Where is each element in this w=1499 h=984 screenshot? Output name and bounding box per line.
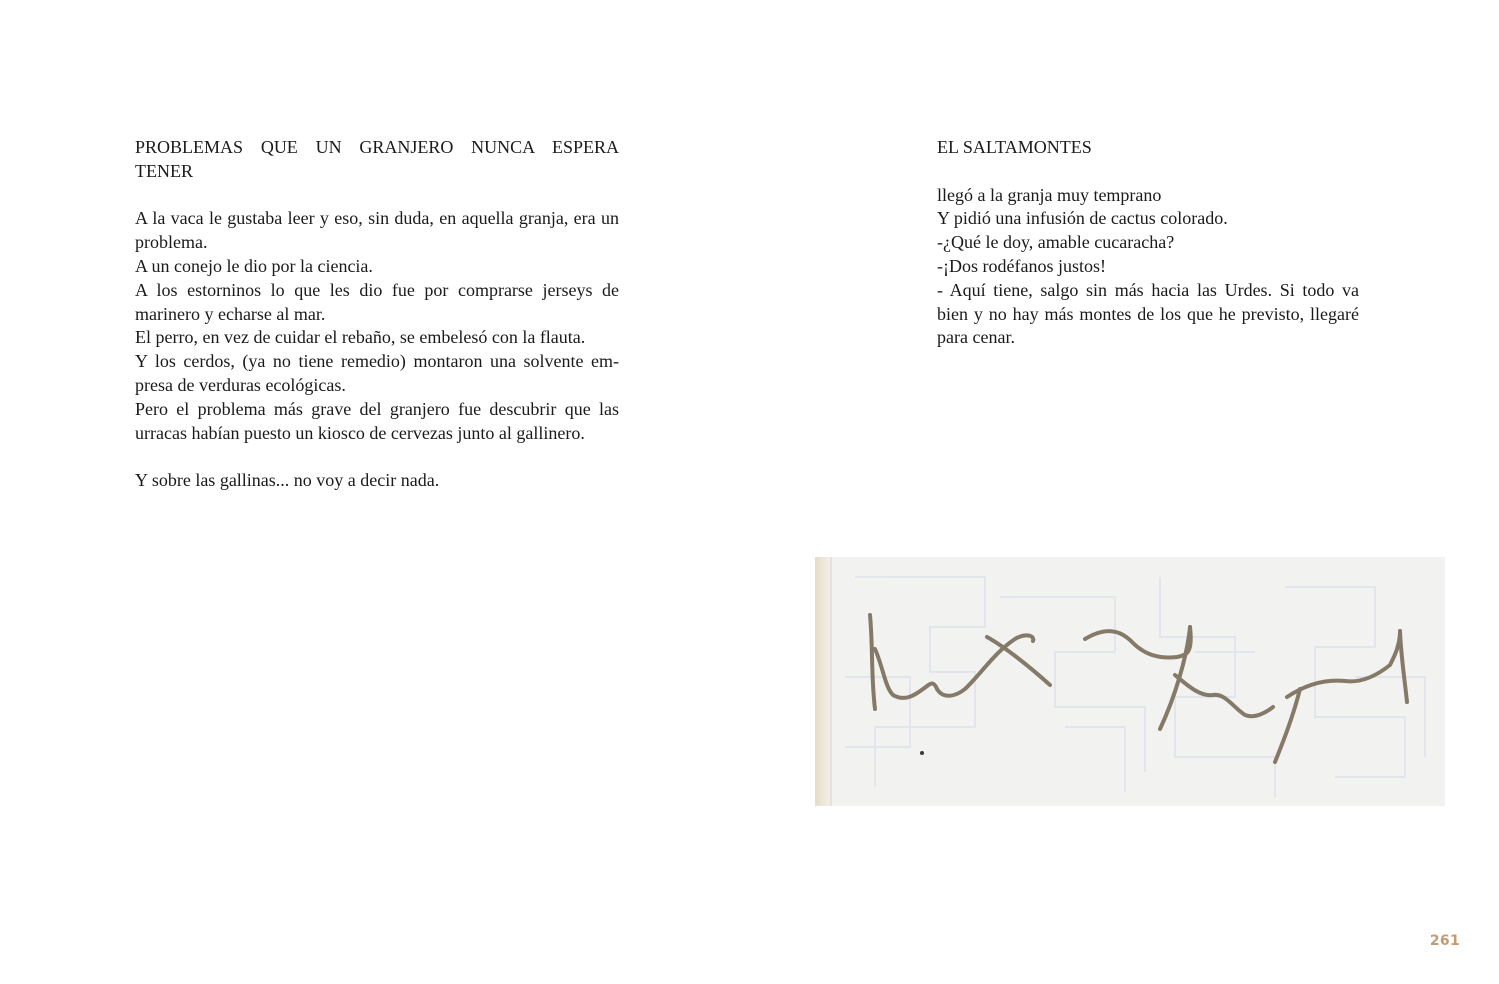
right-story-line: - Aquí tiene, salgo sin más hacia las Urdes. Si todo va bien y no hay más montes de los que he previsto, llegaré para cenar. bbox=[937, 279, 1359, 348]
left-story bbox=[135, 136, 619, 493]
left-story-paragraph: A la vaca le gustaba leer y eso, sin duda, en aquella granja, era un problema. bbox=[135, 208, 619, 253]
left-story-title-line2: TENER bbox=[135, 160, 193, 181]
right-story bbox=[937, 136, 1359, 350]
left-story-paragraph: Y los cerdos, (ya no tiene remedio) montaron una solvente empresa de verduras ecológicas. bbox=[135, 351, 619, 395]
left-story-paragraph: Pero el problema más grave del granjero fue descubrir que las urracas habían puesto un kiosco de cervezas junto al gallinero. bbox=[135, 398, 619, 443]
right-story-title: EL SALTAMONTES bbox=[937, 137, 1092, 157]
right-story-line: llegó a la granja muy temprano bbox=[937, 184, 1162, 205]
right-story-line: -¡Dos rodéfanos justos! bbox=[937, 255, 1106, 276]
left-story-closing: Y sobre las gallinas... no voy a decir nada. bbox=[135, 470, 440, 491]
right-story-line: Y pidió una infusión de cactus colorado. bbox=[937, 208, 1228, 229]
page-number: 261 bbox=[1429, 933, 1460, 949]
left-story-title bbox=[135, 136, 619, 184]
left-story-paragraph: A los estorninos lo que les dio fue por comprarse jerseys de marinero y echarse al mar. bbox=[135, 279, 619, 324]
right-story-line: -¿Qué le doy, amable cucaracha? bbox=[937, 232, 1175, 253]
left-story-title-line1: PROBLEMAS QUE UN GRANJERO NUNCA ESPERA bbox=[135, 137, 619, 157]
left-story-paragraph: El perro, en vez de cuidar el rebaño, se embelesó con la flauta. bbox=[135, 327, 586, 348]
scribble-drawing-svg bbox=[815, 557, 1445, 806]
handwritten-scribble-photo bbox=[815, 557, 1445, 806]
left-story-paragraph: A un conejo le dio por la ciencia. bbox=[135, 255, 373, 276]
